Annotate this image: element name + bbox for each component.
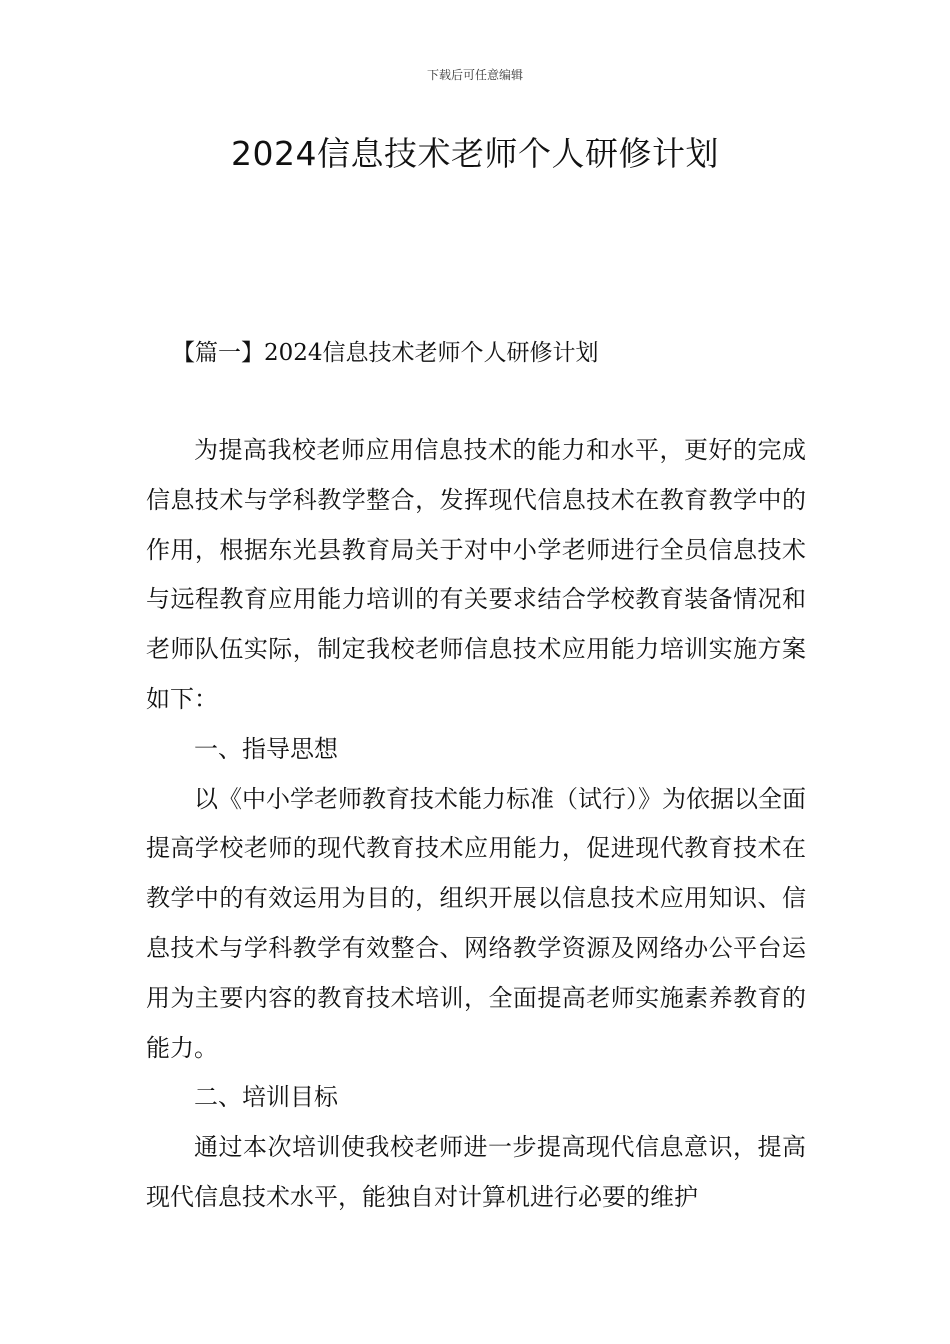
body-text bbox=[146, 426, 806, 1223]
paragraph-guiding-ideology: 以《中小学老师教育技术能力标准（试行）》为依据以全面提高学校老师的现代教育技术应用能力，促进现代教育技术在教学中的有效运用为目的，组织开展以信息技术应用知识、信息技术与学科教学有效整合、网络教学资源及网络办公平台运用为主要内容的教育技术培训，全面提高老师实施素养教育的能力。 bbox=[146, 784, 806, 1062]
paragraph-intro: 为提高我校老师应用信息技术的能力和水平，更好的完成信息技术与学科教学整合，发挥现代信息技术在教育教学中的作用，根据东光县教育局关于对中小学老师进行全员信息技术与远程教育应用能力培训的有关要求结合学校教育装备情况和老师队伍实际，制定我校老师信息技术应用能力培训实施方案如下： bbox=[146, 436, 806, 713]
heading-training-goals: 二、培训目标 bbox=[194, 1083, 338, 1112]
document-title: 2024信息技术老师个人研修计划 bbox=[231, 134, 719, 173]
heading-guiding-ideology: 一、指导思想 bbox=[194, 734, 338, 763]
header-note: 下载后可任意编辑 bbox=[426, 68, 523, 82]
paragraph-training-goals: 通过本次培训使我校老师进一步提高现代信息意识，提高现代信息技术水平，能独自对计算机进行必要的维护 bbox=[146, 1133, 806, 1211]
section-heading: 【篇一】2024信息技术老师个人研修计划 bbox=[172, 340, 599, 366]
